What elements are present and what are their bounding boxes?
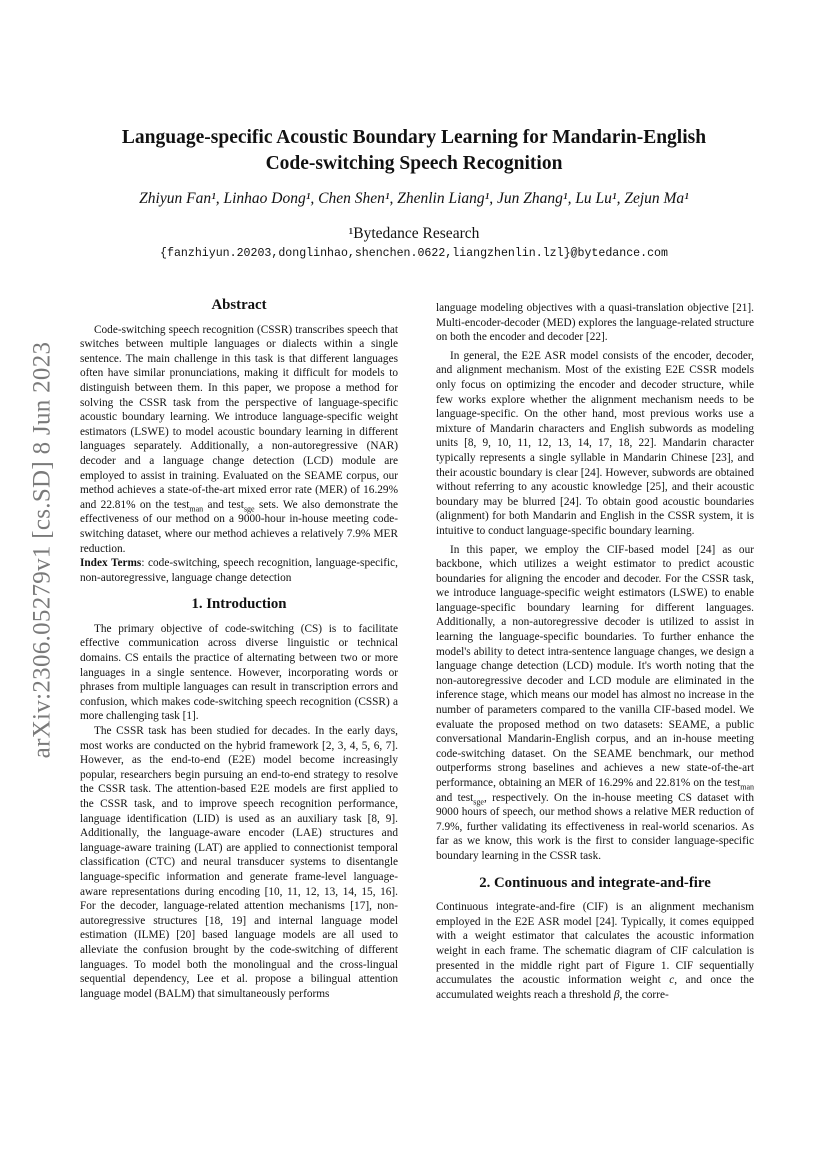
cif-paragraph-1: Continuous integrate-and-fire (CIF) is an alignment mechanism employed in the E2E ASR model [24]. Typically, it comes equipped with a weight estimator that calculates the acoustic information weight in each frame. The schematic diagram of CIF calculation is presented in the middle right part of Figure 1. CIF sequentially accumulates the acoustic information weight c, and once the accumulated weights reach a threshold β, the corre- xyxy=(436,901,754,1001)
author-emails: {fanzhiyun.20203,donglinhao,shenchen.0622,liangzhenlin.lzl}@bytedance.com xyxy=(160,247,668,260)
left-column xyxy=(80,298,398,1001)
intro-paragraph-5: In this paper, we employ the CIF-based model [24] as our backbone, which utilizes a weight estimator to predict acoustic boundaries for aligning the encoder and decoder. For the CSSR task, we introduce language-specific weight estimators (LSWE) to enable language-specific boundary learning for different languages. Additionally, a non-autoregressive decoder is utilized to assist in learning the language-specific boundaries. To further enhance the model's ability to detect intra-sentence language changes, we design a language change detection (LCD) module. It's worth noting that the non-autoregressive decoder and LCD module are eliminated in the inference stage, which means our model has almost no increase in the number of parameters compared to the vanilla CIF-based model. We evaluate the proposed method on two datasets: SEAME, a public conversational Mandarin-English corpus, and an in-house meeting code-switching dataset. On the SEAME benchmark, our method outperforms strong baselines and achieves a new state-of-the-art performance, obtaining an MER of 16.29% and 22.81% on the test$_{man}$ and test$_{sge}$, respectively. On the in-house meeting CS dataset with 9000 hours of speech, our method shows a relative MER reduction of 7.9%, further validating its effectiveness in real-world scenarios. As far as we know, this work is the first to consider language-specific boundary learning in the CSSR task. xyxy=(436,543,754,862)
author-list: Zhiyun Fan¹, Linhao Dong¹, Chen Shen¹, Zhenlin Liang¹, Jun Zhang¹, Lu Lu¹, Zejun Ma¹ xyxy=(139,190,689,207)
title-line-1: Language-specific Acoustic Boundary Learning for Mandarin-English xyxy=(121,127,707,148)
intro-paragraph-3: language modeling objectives with a quasi-translation objective [21]. Multi-encoder-decoder (MED) explores the language-related structure on both the encoder and decoder [22]. xyxy=(436,302,754,344)
intro-heading: 1. Introduction xyxy=(191,596,287,613)
title-line-2: Code-switching Speech Recognition xyxy=(265,153,563,174)
paper-title xyxy=(80,125,748,177)
intro-paragraph-2: The CSSR task has been studied for decades. In the early days, most works are conducted on the hybrid framework [2, 3, 4, 5, 6, 7]. However, as the end-to-end (E2E) model become increasingly popular, researchers begin pursuing an end-to-end strategy to resolve the CSSR task. The attention-based E2E models are first applied to the CSSR task, and to improve speech recognition performance, language identification (LID) is used as an auxiliary task [8, 9]. Additionally, the language-aware encoder (LAE) structures and language-aware training (LAT) are applied to connectionist temporal classification (CTC) and neural transducer systems to disentangle language-specific information and generate frame-level language-aware representations during encoding [10, 11, 12, 13, 14, 15, 16]. For the decoder, language-related attention mechanisms [17], non-autoregressive structures [18, 19] and internal language model estimation (ILME) [20] based language models are all used to alleviate the confusion brought by the code-switching of different languages. To model both the monolingual and the cross-lingual sequential dependency, Lee et al. propose a bilingual attention language model (BALM) that simultaneously performs xyxy=(80,725,398,1000)
cif-heading: 2. Continuous and integrate-and-fire xyxy=(479,874,711,891)
abstract-heading: Abstract xyxy=(211,297,267,313)
affiliation: ¹Bytedance Research xyxy=(348,225,480,242)
index-terms: Index Terms: code-switching, speech recognition, language-specific, non-autoregressive, language change detection xyxy=(80,557,398,584)
abstract-body: Code-switching speech recognition (CSSR) transcribes speech that switches between multiple languages or dialects within a single sentence. The main challenge in this task is that different languages often have similar pronunciations, making it difficult for models to distinguish between them. In this paper, we propose a method for solving the CSSR task from the perspective of language-specific acoustic boundary learning. We introduce language-specific weight estimators (LSWE) to model acoustic boundary learning in different languages separately. Additionally, a non-autoregressive (NAR) decoder and a language change detection (LCD) module are employed to assist in training. Evaluated on the SEAME corpus, our method achieves a state-of-the-art mixed error rate (MER) of 16.29% and 22.81% on the test$_{man}$ and test$_{sge}$ sets. We also demonstrate the effectiveness of our method on a 9000-hour in-house meeting code-switching dataset, where our method achieves a relatively 7.9% MER reduction. xyxy=(80,323,398,555)
arxiv-id: arXiv:2306.05279v1 [cs.SD] 8 Jun 2023 xyxy=(28,341,56,759)
arxiv-watermark xyxy=(22,250,62,850)
intro-paragraph-1: The primary objective of code-switching (CS) is to facilitate effective communication across diverse linguistic or technical domains. CS entails the practice of alternating between two or more languages in a single sentence. However, incorporating words or phrases from multiple languages can result in transcription errors and confusion, which makes code-switching speech recognition (CSSR) a more challenging task [1]. xyxy=(80,622,398,723)
intro-paragraph-4: In general, the E2E ASR model consists of the encoder, decoder, and alignment mechanism. Most of the existing E2E CSSR models only focus on optimizing the encoder and decoder structure, while few works explore whether the alignment mechanism needs to be language-specific. On the other hand, most previous works use a mixture of Mandarin characters and English subwords as modeling units [8, 9, 10, 11, 12, 13, 14, 17, 18, 22]. Mandarin character typically represents a single syllable in Mandarin Chinese [23], and their acoustic boundary is clear [24]. However, subwords are obtained without referring to any acoustic knowledge [25], and their acoustic boundary may be blurred [24]. To obtain good acoustic boundaries (alignment) for both Mandarin and English in the CSSR system, it is intuitive to conduct language-specific boundary learning. xyxy=(436,349,754,537)
right-column xyxy=(436,301,754,1002)
